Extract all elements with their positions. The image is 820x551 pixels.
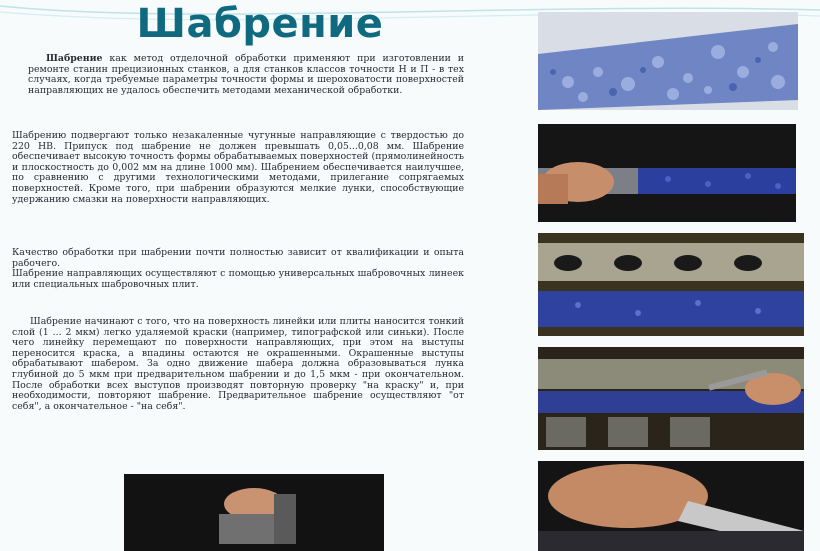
requirements-text: Шабрению подвергают только незакаленные чугунные направляющие с твердостью до 220 НВ. Припуск под шабрение не должен превышать 0,05...0,08 мм. Шабрение обеспечивает высокую точность формы обрабатываемых поверхностей (прямолинейность и плоскостность до 0,002 мм на длине 1000 мм). Шабрением обеспечивается наилучшее, по сравнению с другими технологическими методами, прилегание сопрягаемых поверхностей. Кроме того, при шабрении образуются мелкие лунки, способствующие удержанию смазки на поверхности направляющих.: [12, 130, 464, 205]
scraped-surface-photo: [538, 12, 798, 110]
intro-term: Шабрение: [46, 53, 103, 64]
tools-text: Шабрение направляющих осуществляют с помощью универсальных шабровочных линеек или специальных шабровочных плит.: [12, 268, 464, 290]
paragraph-quality: [12, 248, 464, 290]
scraper-tool-photo: [124, 474, 384, 551]
quality-text: Качество обработки при шабрении почти полностью зависит от квалификации и опыта рабочего.: [12, 247, 464, 269]
scraping-process-photo: [538, 347, 804, 450]
paragraph-procedure: [12, 317, 464, 412]
scraping-plate-photo: [538, 233, 804, 336]
paragraph-requirements: [12, 131, 464, 205]
hand-scraper-photo: [538, 461, 804, 551]
intro-text: как метод отделочной обработки применяют при изготовлении и ремонте станин прецизионных станков, а для станков классов точности Н и П - в тех случаях, когда требуемые параметры точности формы и шероховатости поверхностей направляющих не удалось обеспечить методами механической обработки.: [28, 53, 464, 96]
paragraph-intro: [28, 54, 464, 96]
procedure-text: Шабрение начинают с того, что на поверхность линейки или плиты наносится тонкий слой (1 ... 2 мкм) легко удаляемой краски (например, типографской или синьки). После чего линейку перемещают по поверхности направляющих, при этом на выступы переносится краска, а впадины остаются не окрашенными. Окрашенные выступы обрабатывают шабером. За одно движение шабера должна образовываться лунка глубиной до 5 мкм при предварительном шабрении и до 1,5 мкм - при окончательном. После обработки всех выступов производят повторную проверку "на краску" и, при необходимости, повторяют шабрение. Предварительное шабрение осуществляют "от себя", а окончательное - "на себя".: [12, 316, 464, 412]
page-title: Шабрение: [136, 1, 384, 47]
hand-blue-strip-photo: [538, 124, 796, 222]
